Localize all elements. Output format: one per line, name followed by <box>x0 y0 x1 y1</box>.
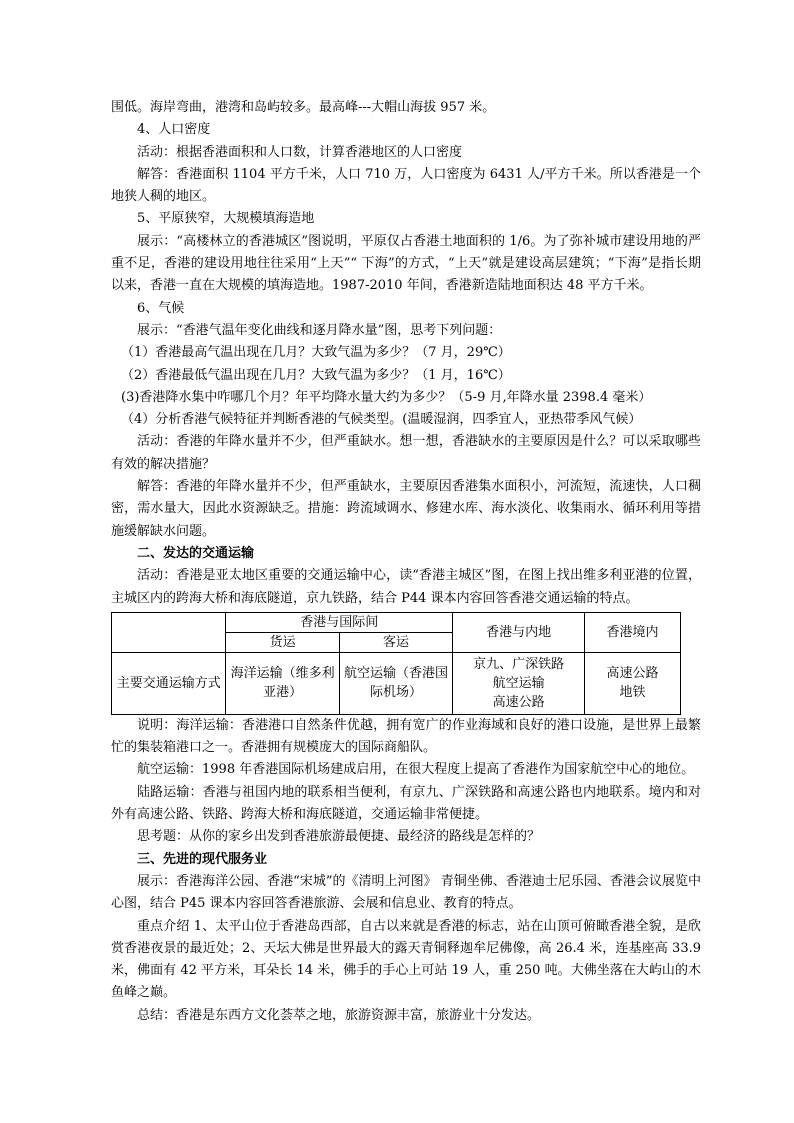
paragraph-key-attractions: 重点介绍 1、太平山位于香港岛西部，自古以来就是香港的标志，站在山顶可俯瞰香港全貌，是欣赏香港夜景的最近处；2、天坛大佛是世界最大的露天青铜释迦牟尼佛像，高 26.4 米，连基座高 33.9 米，佛面有 42 平方米，耳朵长 14 米，佛手的手心上可站 19 人，重 250 吨。大佛坐落在大屿山的木鱼峰之巅。 <box>111 918 701 1001</box>
question-3: (3)香港降水集中咋哪几个月？年平均降水量大约为多少？（5-9 月,年降水量 2398.4 毫米） <box>121 389 652 405</box>
paragraph-sea-transport: 说明：海洋运输：香港港口自然条件优越，拥有宽广的作业海域和良好的港口设施，是世界上最繁忙的集装箱港口之一。香港拥有规模庞大的国际商船队。 <box>111 717 701 756</box>
section-heading-services: 三、先进的现代服务业 <box>137 851 268 867</box>
transport-table <box>111 612 681 715</box>
question-4: （4）分析香港气候特征并判断香港的气候类型。(温暖湿润，四季宜人，亚热带季风气候） <box>121 412 642 428</box>
paragraph-answer-density: 解答：香港面积 1104 平方千米，人口 710 万，人口密度为 6431 人/平方千米。所以香港是一个地狭人稠的地区。 <box>111 166 701 205</box>
domestic-item: 高速公路 <box>606 666 659 682</box>
heading-climate: 6、气候 <box>137 300 185 316</box>
table-cell-mainland <box>453 652 585 714</box>
mainland-item: 高速公路 <box>492 694 545 710</box>
paragraph-answer-water: 解答：香港的年降水量并不少，但严重缺水，主要原因香港集水面积小，河流短，流速快，人口稠密，需水量大，因此水资源缺乏。措施：跨流域调水、修建水库、海水淡化、收集雨水、循环利用等措施缓解缺水问题。 <box>111 479 701 539</box>
table-header-freight: 货运 <box>226 632 339 652</box>
paragraph-air-transport: 航空运输：1998 年香港国际机场建成启用，在很大程度上提高了香港作为国家航空中心的地位。 <box>137 762 695 778</box>
mainland-item: 航空运输 <box>492 675 545 691</box>
document-body <box>111 97 701 1027</box>
paragraph-activity-water: 活动：香港的年降水量并不少，但严重缺水。想一想，香港缺水的主要原因是什么？可以采取哪些有效的解决措施？ <box>111 434 701 472</box>
paragraph-summary: 总结：香港是东西方文化荟萃之地，旅游资源丰富，旅游业十分发达。 <box>137 1007 541 1023</box>
table-cell-freight: 海洋运输（维多利亚港） <box>226 652 339 714</box>
table-corner-cell <box>112 612 226 652</box>
paragraph-services-show: 展示：香港海洋公园、香港“宋城”的《清明上河图》 青铜坐佛、香港迪士尼乐园、香港会议展览中心图，结合 P45 课本内容回答香港旅游、会展和信息业、教育的特点。 <box>111 873 701 912</box>
question-1: （1）香港最高气温出现在几月？大致气温为多少？（7 月，29℃） <box>121 345 511 361</box>
table-header-mainland: 香港与内地 <box>453 612 585 652</box>
table-cell-passenger: 航空运输（香港国际机场） <box>339 652 452 714</box>
table-header-domestic: 香港境内 <box>584 612 680 652</box>
table-header-international: 香港与国际间 <box>226 612 453 632</box>
question-2: （2）香港最低气温出现在几月？大致气温为多少？（1 月，16℃） <box>121 367 511 383</box>
table-row-label: 主要交通运输方式 <box>112 652 226 714</box>
mainland-item: 京九、广深铁路 <box>473 656 565 672</box>
paragraph-think-question: 思考题：从你的家乡出发到香港旅游最便捷、最经济的路线是怎样的？ <box>137 829 541 845</box>
heading-population-density: 4、人口密度 <box>137 122 211 138</box>
paragraph-land-transport: 陆路运输：香港与祖国内地的联系相当便利，有京九、广深铁路和高速公路也内地联系。境内和对外有高速公路、铁路、跨海大桥和海底隧道，交通运输非常便捷。 <box>111 784 701 823</box>
heading-land-reclamation: 5、平原狭窄，大规模填海造地 <box>137 211 315 227</box>
paragraph-terrain-end: 围低。海岸弯曲，港湾和岛屿较多。最高峰---大帽山海拔 957 米。 <box>111 100 496 115</box>
paragraph-reclamation: 展示：“高楼林立的香港城区”图说明，平原仅占香港土地面积的 1/6。为了弥补城市建设用地的严重不足，香港的建设用地往往采用“上天”“ 下海”的方式，“上天”就是建设高层建筑；“下海”是指长期以来，香港一直在大规模的填海造地。1987-2010 年间，香港新造陆地面积达 48 平方千米。 <box>111 233 701 294</box>
table-cell-domestic <box>584 652 680 714</box>
paragraph-activity-transport: 活动：香港是亚太地区重要的交通运输中心，读“香港主城区”图，在图上找出维多利亚港的位置，主城区内的跨海大桥和海底隧道，京九铁路，结合 P44 课本内容回答香港交通运输的特点。 <box>111 568 701 606</box>
section-heading-transport: 二、发达的交通运输 <box>137 545 255 561</box>
table-header-passenger: 客运 <box>339 632 452 652</box>
paragraph-activity-density: 活动：根据香港面积和人口数，计算香港地区的人口密度 <box>137 144 463 160</box>
paragraph-climate-show: 展示：“香港气温年变化曲线和逐月降水量”图，思考下列问题： <box>137 322 502 338</box>
domestic-item: 地铁 <box>619 685 646 701</box>
